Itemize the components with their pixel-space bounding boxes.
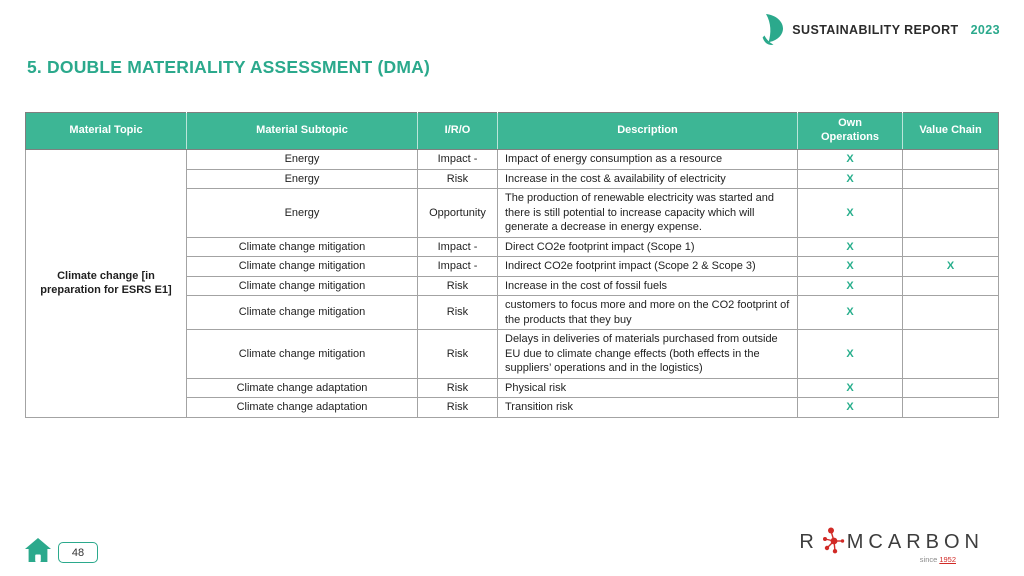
cell-iro: Risk — [418, 398, 498, 418]
cell-value-chain — [903, 150, 999, 170]
cell-value-chain: X — [903, 257, 999, 277]
cell-iro: Impact - — [418, 237, 498, 257]
cell-value-chain — [903, 378, 999, 398]
cell-description: Increase in the cost of fossil fuels — [498, 276, 798, 296]
report-brand-text: SUSTAINABILITY REPORT — [792, 23, 959, 37]
cell-description: Increase in the cost & availability of electricity — [498, 169, 798, 189]
page-number: 48 — [71, 546, 85, 559]
cell-iro: Risk — [418, 296, 498, 330]
col-header-iro: I/R/O — [418, 113, 498, 150]
cell-own-operations: X — [798, 237, 903, 257]
cell-own-operations: X — [798, 150, 903, 170]
logo-tagline-prefix: since — [919, 555, 938, 564]
cell-iro: Impact - — [418, 150, 498, 170]
col-header-value-chain: Value Chain — [903, 113, 999, 150]
cell-own-operations: X — [798, 296, 903, 330]
col-header-material-subtopic: Material Subtopic — [187, 113, 418, 150]
molecule-icon — [822, 525, 846, 555]
cell-material-topic: Climate change [in preparation for ESRS E1] — [26, 150, 187, 418]
cell-description: customers to focus more and more on the CO2 footprint of the products that they buy — [498, 296, 798, 330]
cell-value-chain — [903, 330, 999, 379]
cell-iro: Impact - — [418, 257, 498, 277]
cell-material-subtopic: Climate change mitigation — [187, 330, 418, 379]
page-title: 5. DOUBLE MATERIALITY ASSESSMENT (DMA) — [27, 57, 430, 77]
cell-own-operations: X — [798, 398, 903, 418]
cell-iro: Risk — [418, 169, 498, 189]
cell-description: Impact of energy consumption as a resource — [498, 150, 798, 170]
cell-iro: Risk — [418, 330, 498, 379]
romcarbon-logo — [799, 527, 984, 564]
report-brand — [759, 14, 1000, 46]
page-number-badge — [58, 542, 98, 563]
cell-own-operations: X — [798, 169, 903, 189]
cell-material-subtopic: Climate change adaptation — [187, 398, 418, 418]
cell-description: The production of renewable electricity was started and there is still potential to increase capacity which will generate a decrease in energy expense. — [498, 189, 798, 238]
cell-material-subtopic: Climate change adaptation — [187, 378, 418, 398]
logo-letter-r: R — [799, 530, 819, 553]
cell-value-chain — [903, 276, 999, 296]
col-header-description: Description — [498, 113, 798, 150]
cell-iro: Risk — [418, 276, 498, 296]
cell-description: Physical risk — [498, 378, 798, 398]
col-header-own-operations: Own Operations — [798, 113, 903, 150]
cell-own-operations: X — [798, 189, 903, 238]
cell-iro: Opportunity — [418, 189, 498, 238]
cell-value-chain — [903, 296, 999, 330]
cell-material-subtopic: Energy — [187, 189, 418, 238]
cell-value-chain — [903, 398, 999, 418]
cell-own-operations: X — [798, 378, 903, 398]
cell-material-subtopic: Energy — [187, 169, 418, 189]
table-row — [26, 150, 999, 170]
romcarbon-logo-row — [799, 527, 984, 557]
cell-value-chain — [903, 189, 999, 238]
dma-table-body — [26, 150, 999, 418]
col-header-material-topic: Material Topic — [26, 113, 187, 150]
cell-material-subtopic: Climate change mitigation — [187, 257, 418, 277]
cell-material-subtopic: Climate change mitigation — [187, 276, 418, 296]
cell-material-subtopic: Climate change mitigation — [187, 237, 418, 257]
logo-tagline — [920, 555, 956, 564]
cell-iro: Risk — [418, 378, 498, 398]
cell-own-operations: X — [798, 276, 903, 296]
home-icon[interactable] — [24, 537, 52, 563]
logo-letters-rest: MCARBON — [846, 530, 984, 553]
cell-description: Direct CO2e footprint impact (Scope 1) — [498, 237, 798, 257]
leaf-mark-icon — [759, 14, 784, 46]
cell-value-chain — [903, 237, 999, 257]
cell-material-subtopic: Climate change mitigation — [187, 296, 418, 330]
cell-description: Indirect CO2e footprint impact (Scope 2 & Scope 3) — [498, 257, 798, 277]
cell-value-chain — [903, 169, 999, 189]
table-header-row — [26, 113, 999, 150]
cell-description: Delays in deliveries of materials purchased from outside EU due to climate change effects (both effects in the suppliers’ operations and in the logistics) — [498, 330, 798, 379]
cell-own-operations: X — [798, 330, 903, 379]
logo-tagline-year: 1952 — [939, 555, 956, 564]
cell-own-operations: X — [798, 257, 903, 277]
dma-table — [25, 112, 999, 418]
cell-material-subtopic: Energy — [187, 150, 418, 170]
cell-description: Transition risk — [498, 398, 798, 418]
report-year: 2023 — [970, 23, 1000, 37]
